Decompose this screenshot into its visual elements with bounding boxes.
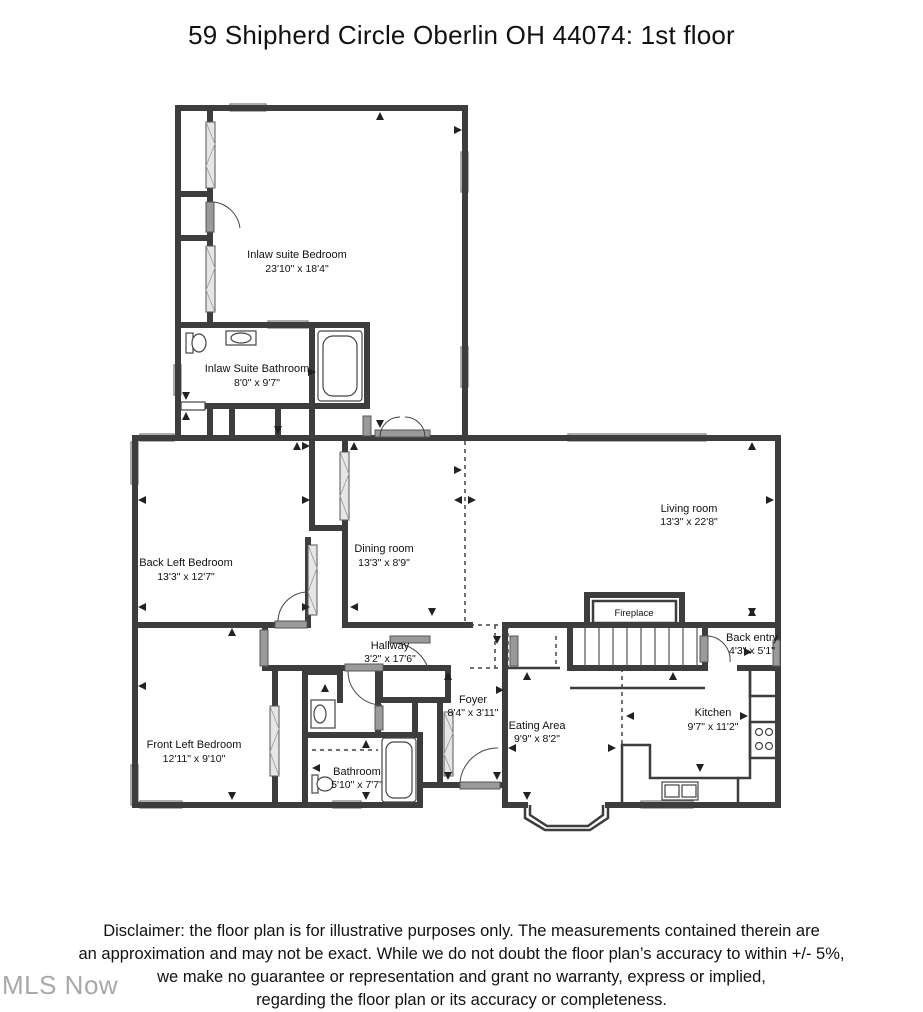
dimension-arrow: [748, 442, 756, 450]
disclaimer-line: regarding the floor plan or its accuracy or completeness.: [256, 991, 667, 1009]
dimension-arrow: [293, 442, 301, 450]
dimension-arrow: [350, 603, 358, 611]
room-name: Eating Area: [508, 720, 566, 732]
room-dimensions: 13'3" x 12'7": [157, 571, 215, 583]
dimension-arrow: [626, 712, 634, 720]
disclaimer: [0, 920, 923, 1012]
room-name: Bathroom: [333, 766, 381, 778]
door: [345, 664, 383, 671]
room-name: Dining room: [354, 543, 414, 555]
room-name: Foyer: [458, 694, 488, 706]
room-dimensions: 4'3" x 5'1": [729, 645, 775, 657]
room-name: Inlaw suite Bedroom: [247, 249, 347, 261]
room-dimensions: 8'4" x 3'11": [447, 707, 499, 719]
dimension-arrows: [138, 112, 774, 800]
door: [510, 636, 518, 666]
room-name: Hallway: [370, 640, 410, 652]
door: [206, 202, 214, 232]
dimension-arrow: [302, 442, 310, 450]
dimension-arrow: [608, 744, 616, 752]
disclaimer-line: an approximation and may not be exact. While we do not doubt the floor plan’s accuracy to within +/- 5%,: [78, 945, 845, 963]
dimension-arrow: [138, 603, 146, 611]
dimension-arrow: [376, 112, 384, 120]
disclaimer-line: we make no guarantee or representation and grant no warranty, express or implied,: [157, 968, 766, 986]
room-labels: [139, 249, 778, 791]
dimension-arrow: [454, 126, 462, 134]
dimension-arrow: [740, 712, 748, 720]
room-dimensions: 23'10" x 18'4": [265, 263, 329, 275]
door: [363, 416, 371, 436]
room-dimensions: 9'9" x 8'2": [514, 733, 560, 745]
room-dimensions: 12'11" x 9'10": [162, 753, 226, 765]
room-name: Front Left Bedroom: [146, 739, 242, 751]
room-name: Living room: [660, 503, 718, 515]
fireplace-label: Fireplace: [614, 608, 654, 619]
dimension-arrow: [696, 764, 704, 772]
staircase: [585, 628, 697, 666]
dimension-arrow: [493, 772, 501, 780]
dimension-arrow: [302, 496, 310, 504]
dimension-arrow: [766, 496, 774, 504]
door: [260, 630, 268, 666]
dimension-arrow: [321, 684, 329, 692]
dimension-arrow: [228, 792, 236, 800]
dimension-arrow: [312, 764, 320, 772]
dimension-arrow: [228, 628, 236, 636]
dimension-arrow: [508, 744, 516, 752]
dimension-arrow: [493, 636, 501, 644]
dimension-arrow: [454, 466, 462, 474]
room-dimensions: 5'10" x 7'7": [331, 779, 383, 791]
dimension-arrow: [362, 792, 370, 800]
stove: [756, 729, 773, 750]
doors: [206, 202, 780, 789]
mls-now-watermark: MLS Now: [2, 970, 119, 1000]
room-dimensions: 3'2" x 17'6": [364, 653, 416, 665]
dimension-arrow: [182, 392, 190, 400]
room-name: Inlaw Suite Bathroom: [204, 363, 310, 375]
door: [700, 636, 708, 662]
door: [460, 782, 500, 789]
room-dimensions: 8'0" x 9'7": [234, 377, 280, 389]
dimension-arrow: [428, 608, 436, 616]
door: [275, 621, 307, 628]
room-name: Kitchen: [694, 707, 732, 719]
dimension-arrow: [138, 496, 146, 504]
room-name: Back entry: [726, 632, 778, 644]
floor-plan-title: 59 Shipherd Circle Oberlin OH 44074: 1st floor: [188, 20, 735, 50]
dimension-arrow: [468, 496, 476, 504]
door: [375, 706, 383, 730]
dimension-arrow: [523, 792, 531, 800]
room-dimensions: 13'3" x 22'8": [660, 516, 718, 528]
dimension-arrow: [523, 672, 531, 680]
room-dimensions: 9'7" x 11'2": [687, 721, 739, 733]
dimension-arrow: [182, 412, 190, 420]
dimension-arrow: [454, 496, 462, 504]
closet-doors: [206, 122, 453, 776]
disclaimer-line: Disclaimer: the floor plan is for illustrative purposes only. The measurements contained therein are: [103, 922, 820, 940]
room-dimensions: 13'3" x 8'9": [358, 557, 410, 569]
dimension-arrow: [362, 740, 370, 748]
room-name: Back Left Bedroom: [139, 557, 233, 569]
door: [375, 430, 430, 437]
dimension-arrow: [138, 682, 146, 690]
dimension-arrow: [350, 442, 358, 450]
dimension-arrow: [669, 672, 677, 680]
